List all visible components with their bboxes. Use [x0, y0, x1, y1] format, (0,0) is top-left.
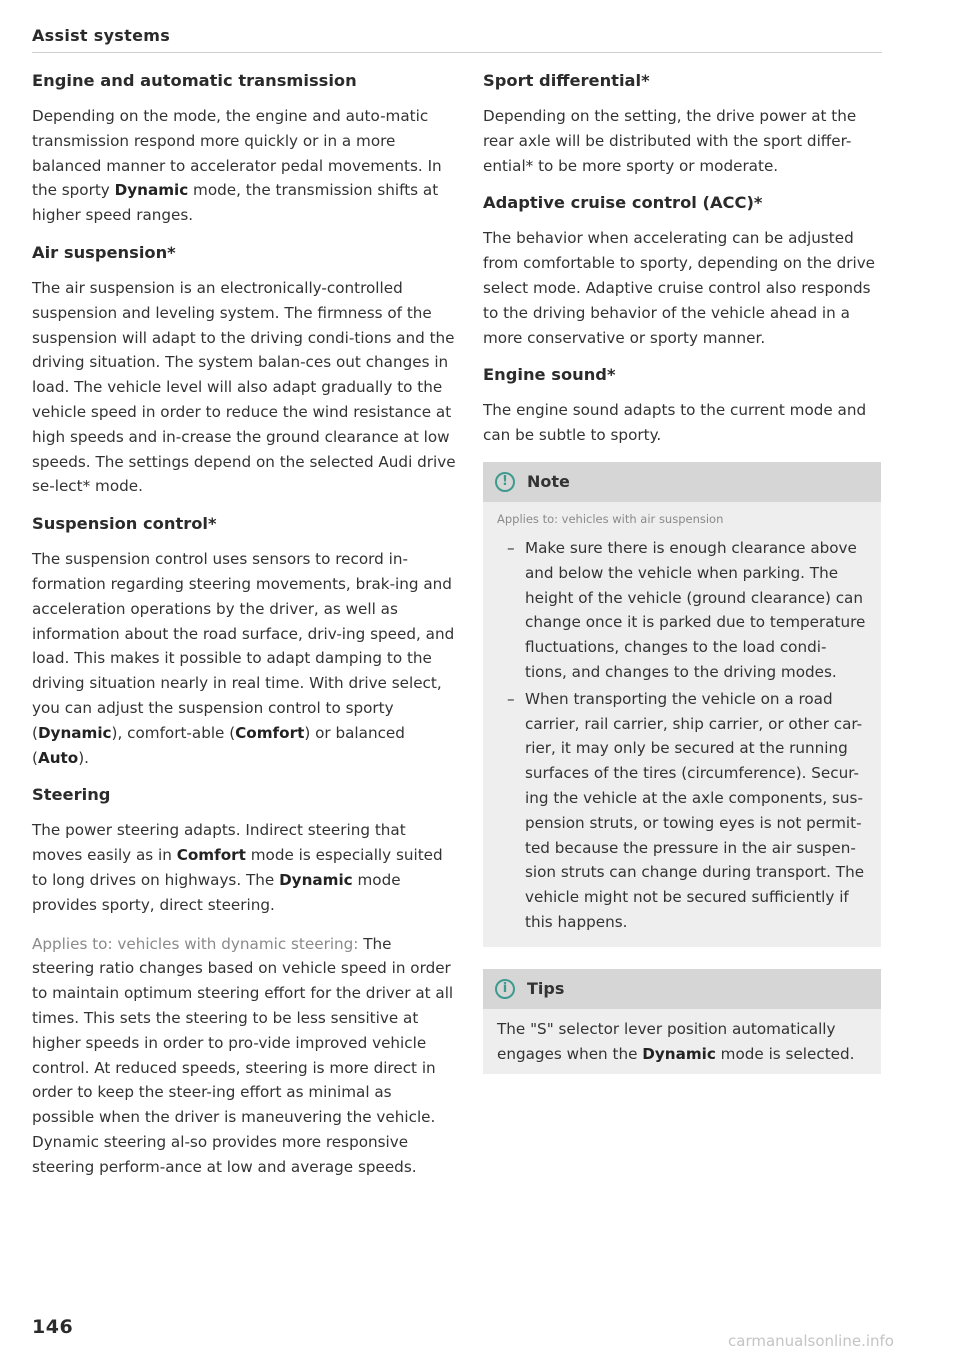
paragraph-dynamic-steering: Applies to: vehicles with dynamic steering: The steering ratio changes based on vehicle speed in order to maintain optimum steering effort for the driver at all times. This sets the steering to be less sensitive at higher speeds in order to pro-vide improved vehicle control. At reduced speeds, steering is more direct in order to keep the steer-ing effort as minimal as possible when the driver is maneuvering the vehicle. Dynamic steering al-so provides more responsive steering perform-ance at low and average speeds. — [32, 934, 454, 1176]
paragraph-engine-sound: The engine sound adapts to the current mode and can be subtle to sporty. — [483, 401, 867, 445]
page-header — [32, 26, 882, 53]
tips-header — [483, 969, 881, 1009]
list-item: – When transporting the vehicle on a road carrier, rail carrier, ship carrier, or other car-rier, it may only be secured at the running surfaces of the tires (circumference). Secur-ing the vehicle at the axle components, sus-pension struts, or towing eyes is not permit-ted because the pressure in the air suspen-sion struts can change during transport. The vehicle might not be secured sufficiently if this happens. — [497, 687, 867, 935]
heading-sport-differential: Sport differential* — [483, 71, 650, 90]
note-box — [483, 462, 881, 947]
info-icon: i — [495, 979, 515, 999]
list-item: – Make sure there is enough clearance above and below the vehicle when parking. The height of the vehicle (ground clearance) can change once it is parked due to temperature fluctuations, changes to the load condi-tions, and changes to the driving modes. — [497, 536, 867, 685]
heading-acc: Adaptive cruise control (ACC)* — [483, 193, 763, 213]
heading-engine-sound: Engine sound* — [483, 365, 616, 385]
heading-engine: Engine and automatic transmission — [32, 71, 357, 90]
paragraph-sport-differential: Depending on the setting, the drive power at the rear axle will be distributed with the sport differ-ential* to be more sporty or moderate. — [483, 107, 857, 175]
tips-body: The "S" selector lever position automatically engages when the Dynamic mode is selected. — [497, 1019, 855, 1063]
paragraph-engine: Depending on the mode, the engine and auto-matic transmission respond more quickly or in a more balanced manner to accelerator pedal movements. In the sporty Dynamic mode, the transmission shifts at higher speed ranges. — [32, 107, 442, 225]
note-list — [497, 536, 867, 935]
page-number: 146 — [32, 1316, 74, 1338]
paragraph-air-suspension: The air suspension is an electronically-controlled suspension and leveling system. The firmness of the suspension will adapt to the driving condi-tions and the driving situation. The system balan-ces out changes in load. The vehicle level will also adapt gradually to the vehicle speed in order to reduce the wind resistance at high speeds and in-crease the ground clearance at low speeds. The settings depend on the selected Audi drive se-lect* mode. — [32, 278, 456, 496]
heading-steering: Steering — [32, 785, 111, 805]
tips-box — [483, 969, 881, 1075]
note-title: Note — [527, 472, 570, 492]
paragraph-suspension-control: The suspension control uses sensors to record in-formation regarding steering movements, brak-ing and acceleration operations by the driver, as well as information about the road surface, driv-ing speed, and load. This makes it possible to adapt damping to the driving situation nearly in real time. With drive select, you can adjust the suspension control to sporty (Dynamic), comfort-able (Comfort) or balanced (Auto). — [32, 550, 455, 767]
exclamation-icon: ! — [495, 472, 515, 492]
paragraph-steering: The power steering adapts. Indirect steering that moves easily as in Comfort mode is especially suited to long drives on highways. The Dynamic mode provides sporty, direct steering. — [32, 821, 443, 914]
watermark: carmanualsonline.info — [728, 1332, 894, 1350]
note-body — [483, 502, 881, 947]
applies-to-label: Applies to: vehicles with dynamic steering: — [32, 934, 364, 953]
note-header — [483, 462, 881, 502]
left-column — [32, 70, 457, 1193]
right-column — [483, 70, 881, 1074]
heading-air-suspension: Air suspension* — [32, 242, 176, 262]
paragraph-acc: The behavior when accelerating can be adjusted from comfortable to sporty, depending on the drive select mode. Adaptive cruise control also responds to the driving behavior of the vehicle ahead in a more conservative or sporty manner. — [483, 229, 876, 347]
note-applies: Applies to: vehicles with air suspension — [497, 511, 724, 526]
tips-title: Tips — [527, 979, 565, 999]
section-title: Assist systems — [32, 26, 171, 45]
heading-suspension-control: Suspension control* — [32, 514, 217, 534]
